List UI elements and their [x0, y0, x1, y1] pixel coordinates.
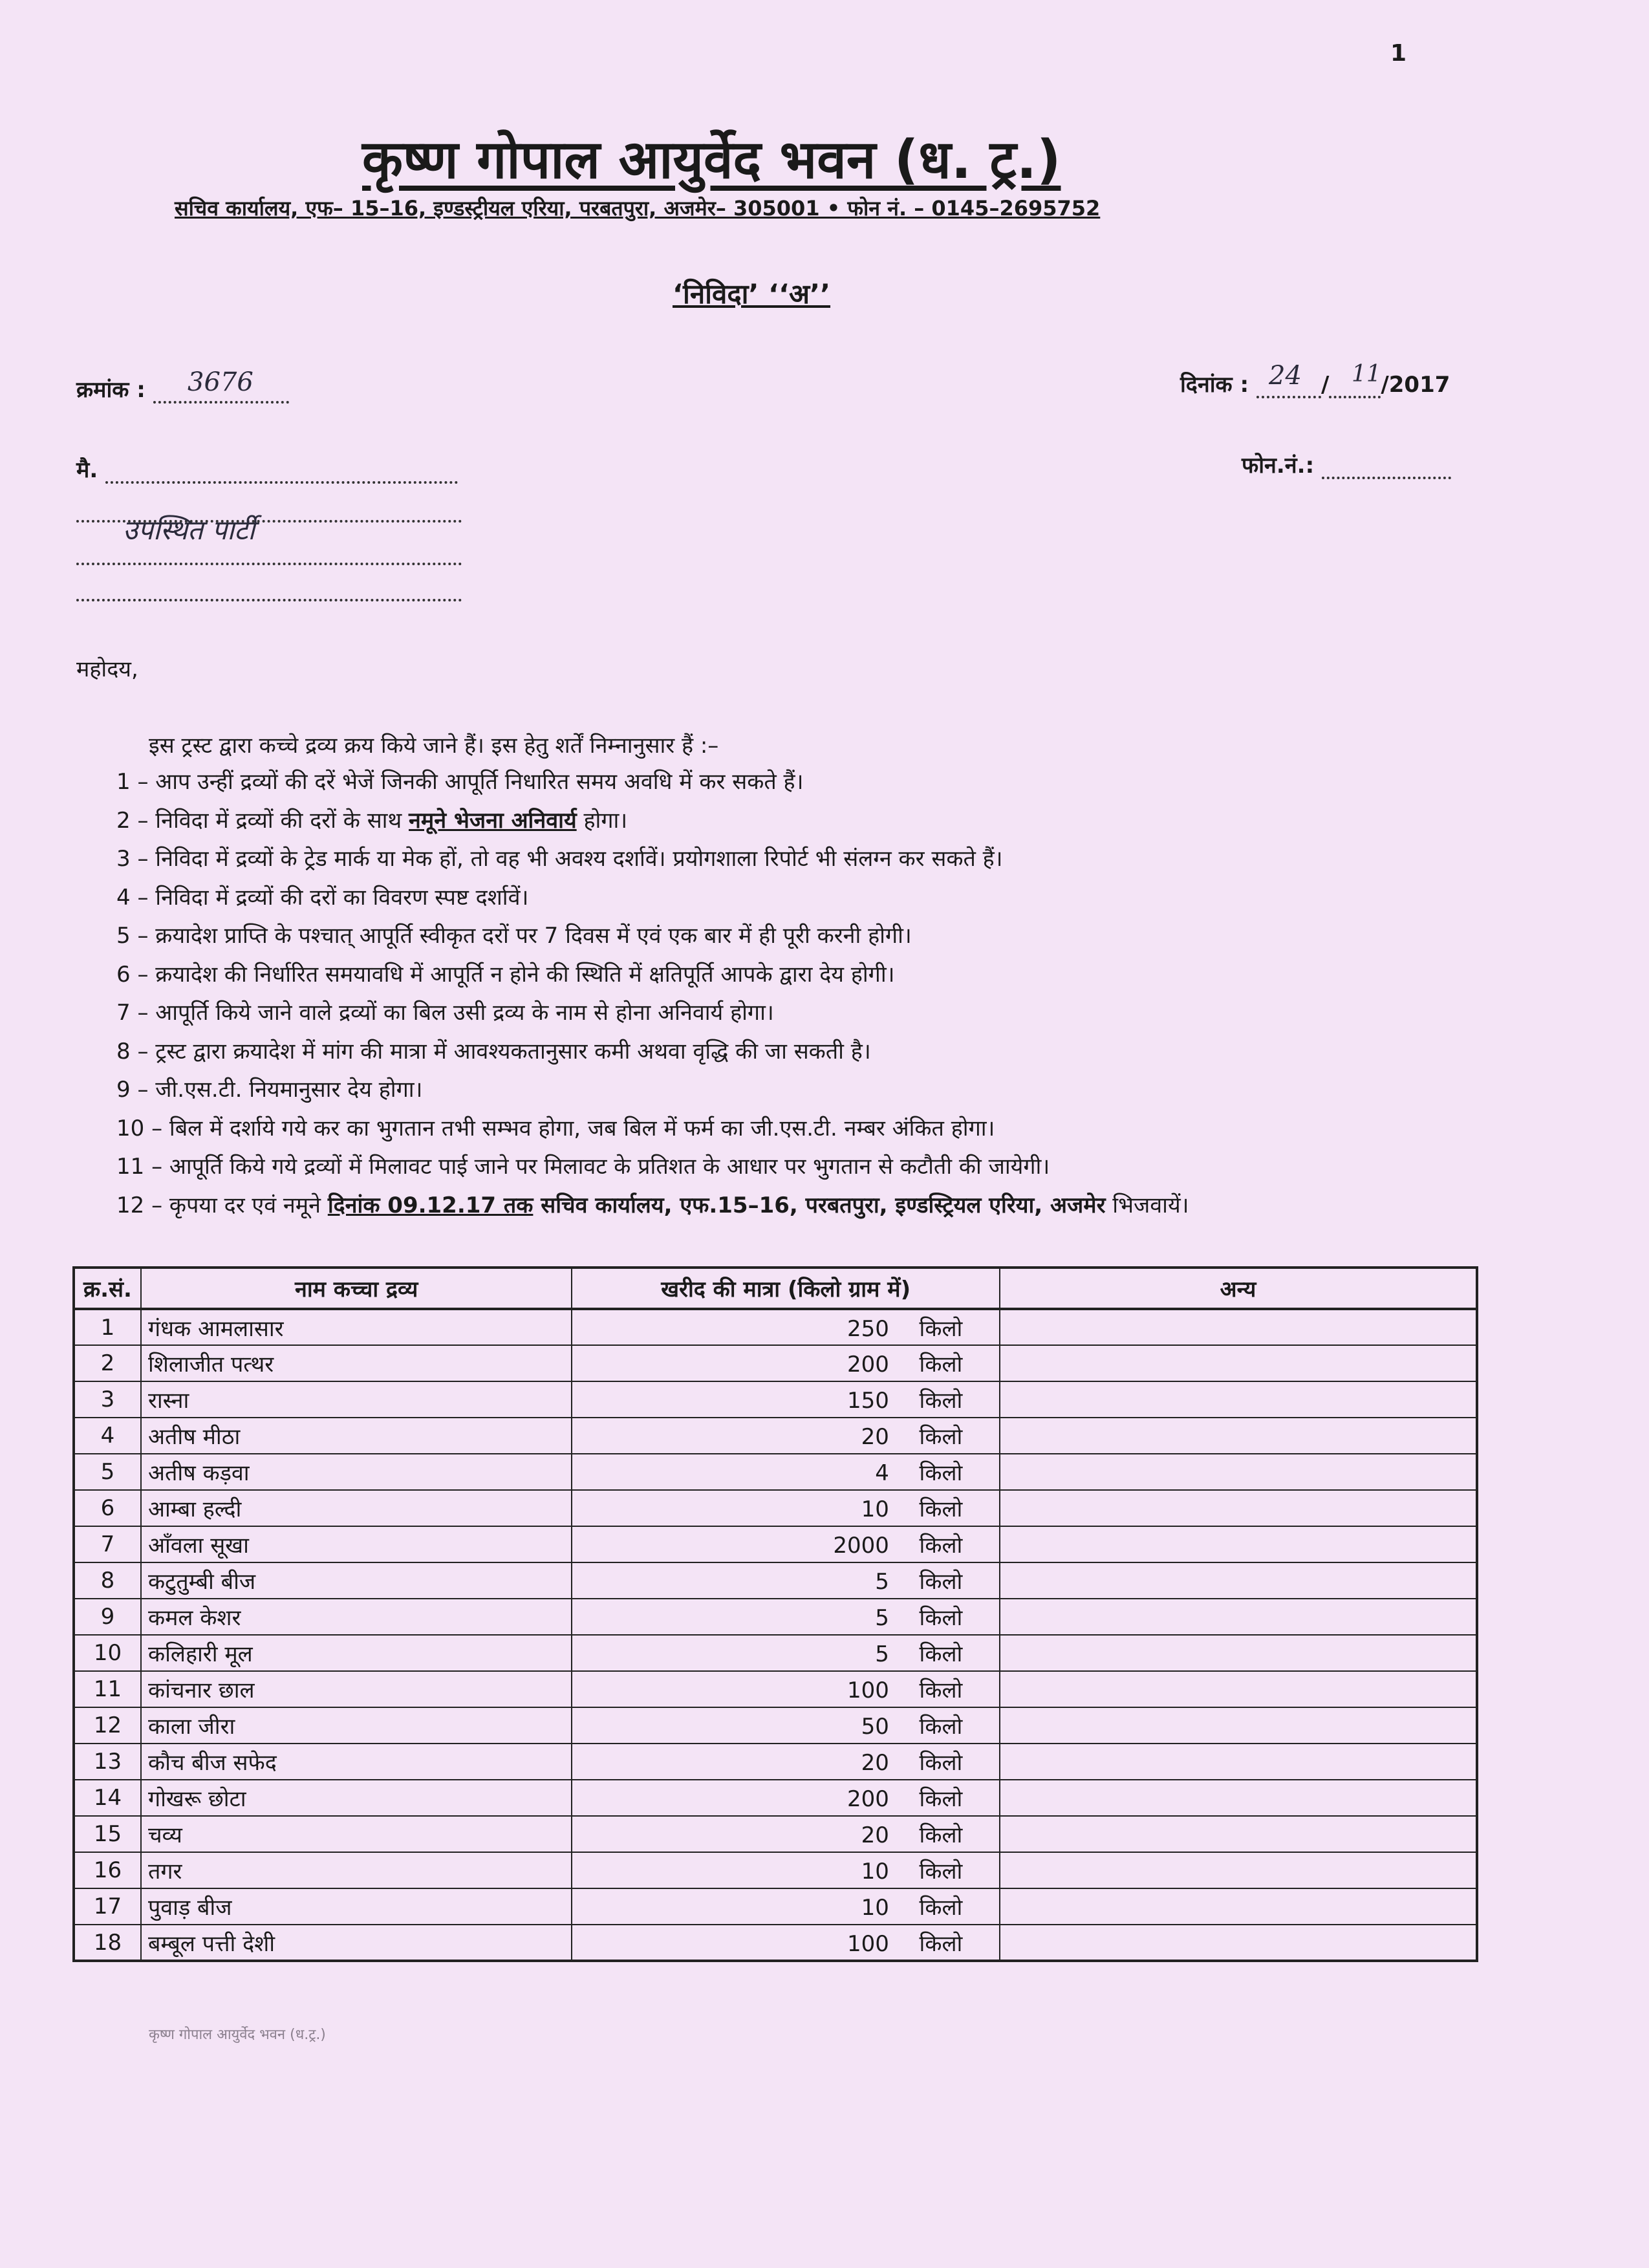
condition-number: 1 –	[116, 769, 149, 795]
row-item-name: आँवला सूखा	[141, 1526, 572, 1562]
date-day-handwritten: 24	[1269, 361, 1302, 391]
row-quantity-unit: किलो	[919, 1424, 963, 1450]
row-quantity-value: 5	[875, 1605, 889, 1631]
row-serial: 17	[74, 1888, 141, 1925]
row-other	[1000, 1599, 1477, 1635]
row-item-name: कौच बीज सफेद	[141, 1744, 572, 1780]
condition-text: आप उन्हीं द्रव्यों की दरें भेजें जिनकी आपूर्ति निधारित समय अवधि में कर सकते हैं।	[155, 769, 804, 795]
row-item-name: शिलाजीत पत्थर	[141, 1345, 572, 1381]
conditions-list	[116, 763, 1474, 1225]
row-quantity	[572, 1562, 999, 1599]
condition-item	[116, 1187, 1474, 1226]
condition-text-post2: सचिव कार्यालय, एफ.15–16, परबतपुरा, इण्डस्ट्रियल एरिया, अजमेर	[533, 1192, 1106, 1218]
table-row	[74, 1562, 1477, 1599]
header-serial: क्र.सं.	[74, 1268, 141, 1309]
row-other	[1000, 1816, 1477, 1852]
row-quantity-value: 250	[847, 1315, 889, 1342]
table-row	[74, 1888, 1477, 1925]
row-other	[1000, 1744, 1477, 1780]
organization-title: कृष्ण गोपाल आयुर्वेद भवन (ध. ट्र.)	[362, 129, 1061, 191]
row-quantity-value: 10	[861, 1496, 889, 1522]
row-other	[1000, 1780, 1477, 1816]
row-quantity	[572, 1888, 999, 1925]
condition-text: बिल में दर्शाये गये कर का भुगतान तभी सम्भव होगा, जब बिल में फर्म का जी.एस.टी. नम्बर अंकित होगा।	[169, 1115, 995, 1141]
row-quantity-value: 100	[847, 1930, 889, 1957]
row-item-name: अतीष मीठा	[141, 1418, 572, 1454]
serial-field	[76, 374, 289, 404]
row-quantity	[572, 1744, 999, 1780]
row-quantity	[572, 1526, 999, 1562]
row-quantity-value: 200	[847, 1352, 889, 1377]
row-serial: 6	[74, 1490, 141, 1526]
condition-text-post: होगा।	[576, 807, 628, 834]
address-line-2	[76, 560, 462, 565]
table-header-row	[74, 1268, 1477, 1309]
row-quantity	[572, 1707, 999, 1744]
condition-text: निविदा में द्रव्यों के ट्रेड मार्क या मेक हों, तो वह भी अवश्य दर्शावें। प्रयोगशाला रिपोर्ट भी संलग्न कर सकते हैं।	[155, 846, 1003, 872]
row-quantity-value: 5	[875, 1569, 889, 1595]
row-quantity	[572, 1852, 999, 1888]
row-other	[1000, 1635, 1477, 1671]
header-other: अन्य	[1000, 1268, 1477, 1309]
row-quantity-unit: किलो	[919, 1533, 963, 1559]
table-row	[74, 1816, 1477, 1852]
date-field: दिनांक : / /2017	[1180, 372, 1450, 398]
condition-number: 4 –	[116, 884, 149, 911]
row-quantity-unit: किलो	[919, 1714, 963, 1740]
table-row	[74, 1744, 1477, 1780]
condition-text: ट्रस्ट द्वारा क्रयादेश में मांग की मात्रा में आवश्यकतानुसार कमी अथवा वृद्धि की जा सकती है।	[155, 1038, 871, 1064]
row-other	[1000, 1381, 1477, 1418]
row-other	[1000, 1707, 1477, 1744]
row-item-name: कमल केशर	[141, 1599, 572, 1635]
row-quantity-unit: किलो	[919, 1352, 963, 1377]
row-quantity	[572, 1816, 999, 1852]
condition-item	[116, 879, 1474, 918]
condition-number: 3 –	[116, 846, 149, 872]
row-quantity-unit: किलो	[919, 1605, 963, 1631]
phone-label: फोन.नं.:	[1242, 453, 1315, 479]
row-serial: 18	[74, 1925, 141, 1961]
row-serial: 12	[74, 1707, 141, 1744]
row-serial: 14	[74, 1780, 141, 1816]
row-item-name: रास्ना	[141, 1381, 572, 1418]
condition-item	[116, 1110, 1474, 1149]
condition-number: 5 –	[116, 923, 149, 949]
phone-dotted-line	[1322, 453, 1451, 479]
row-quantity-value: 2000	[833, 1533, 889, 1559]
table-row	[74, 1454, 1477, 1490]
row-quantity-value: 5	[875, 1641, 889, 1667]
row-other	[1000, 1671, 1477, 1707]
intro-text: इस ट्रस्ट द्वारा कच्चे द्रव्य क्रय किये जाने हैं। इस हेतु शर्तें निम्नानुसार हैं :–	[149, 733, 719, 759]
row-serial: 3	[74, 1381, 141, 1418]
row-item-name: आम्बा हल्दी	[141, 1490, 572, 1526]
condition-number: 6 –	[116, 961, 149, 988]
row-item-name: कलिहारी मूल	[141, 1635, 572, 1671]
table-row	[74, 1925, 1477, 1961]
row-other	[1000, 1418, 1477, 1454]
row-item-name: कटुतुम्बी बीज	[141, 1562, 572, 1599]
row-quantity-value: 20	[861, 1822, 889, 1848]
table-row	[74, 1490, 1477, 1526]
row-item-name: गोखरू छोटा	[141, 1780, 572, 1816]
serial-label: क्रमांक :	[76, 377, 146, 403]
table-row	[74, 1381, 1477, 1418]
row-serial: 9	[74, 1599, 141, 1635]
table-row	[74, 1852, 1477, 1888]
recipient-dotted-line	[105, 458, 458, 484]
table-row	[74, 1599, 1477, 1635]
row-item-name: तगर	[141, 1852, 572, 1888]
condition-text-pre: कृपया दर एवं नमूने	[169, 1192, 328, 1218]
row-quantity-value: 4	[875, 1460, 889, 1486]
condition-text: आपूर्ति किये गये द्रव्यों में मिलावट पाई जाने पर मिलावट के प्रतिशत के आधार पर भुगतान से कटौती की जायेगी।	[169, 1154, 1050, 1180]
condition-item	[116, 840, 1474, 879]
row-item-name: गंधक आमलासार	[141, 1309, 572, 1345]
condition-number: 10 –	[116, 1115, 163, 1141]
page-number: 1	[1390, 40, 1407, 67]
row-serial: 4	[74, 1418, 141, 1454]
condition-number: 11 –	[116, 1154, 163, 1180]
row-serial: 1	[74, 1309, 141, 1345]
items-table	[72, 1266, 1478, 1962]
row-item-name: चव्य	[141, 1816, 572, 1852]
row-serial: 11	[74, 1671, 141, 1707]
row-quantity	[572, 1635, 999, 1671]
condition-text: निविदा में द्रव्यों की दरों का विवरण स्पष्ट दर्शावें।	[155, 884, 529, 911]
recipient-label: मै.	[76, 457, 98, 483]
table-row	[74, 1526, 1477, 1562]
row-quantity-unit: किलो	[919, 1930, 963, 1957]
condition-number: 7 –	[116, 1000, 149, 1026]
row-other	[1000, 1562, 1477, 1599]
condition-text: जी.एस.टी. नियमानुसार देय होगा।	[155, 1077, 423, 1103]
header-name: नाम कच्चा द्रव्य	[141, 1268, 572, 1309]
row-other	[1000, 1309, 1477, 1345]
row-quantity-value: 10	[861, 1859, 889, 1885]
row-quantity	[572, 1418, 999, 1454]
condition-item	[116, 1148, 1474, 1187]
date-year: /2017	[1381, 372, 1450, 398]
row-quantity-unit: किलो	[919, 1822, 963, 1848]
date-month-handwritten: 11	[1352, 361, 1381, 387]
row-item-name: काला जीरा	[141, 1707, 572, 1744]
table-row	[74, 1418, 1477, 1454]
office-address: सचिव कार्यालय, एफ– 15–16, इण्डस्ट्रीयल एरिया, परबतपुरा, अजमेर– 305001 • फोन नं. – 0145–2695752	[175, 196, 1101, 221]
condition-number: 2 –	[116, 807, 149, 834]
condition-item	[116, 763, 1474, 802]
condition-number: 9 –	[116, 1077, 149, 1103]
address-line-3	[76, 596, 462, 601]
date-label: दिनांक :	[1180, 372, 1249, 398]
row-serial: 15	[74, 1816, 141, 1852]
header-quantity: खरीद की मात्रा (किलो ग्राम में)	[572, 1268, 999, 1309]
row-serial: 5	[74, 1454, 141, 1490]
row-item-name: कांचनार छाल	[141, 1671, 572, 1707]
row-quantity-unit: किलो	[919, 1678, 963, 1703]
salutation: महोदय,	[76, 656, 138, 682]
table-row	[74, 1780, 1477, 1816]
condition-item	[116, 1071, 1474, 1110]
row-quantity-value: 50	[861, 1714, 889, 1740]
row-quantity	[572, 1454, 999, 1490]
table-row	[74, 1707, 1477, 1744]
row-quantity	[572, 1780, 999, 1816]
condition-item	[116, 917, 1474, 956]
row-quantity	[572, 1925, 999, 1961]
row-serial: 16	[74, 1852, 141, 1888]
condition-text: क्रयादेश प्राप्ति के पश्चात् आपूर्ति स्वीकृत दरों पर 7 दिवस में एवं एक बार में ही पूरी करनी होगी।	[155, 923, 912, 949]
footer-stamp: कृष्ण गोपाल आयुर्वेद भवन (ध.ट्र.)	[149, 2027, 326, 2043]
condition-text-pre: निविदा में द्रव्यों की दरों के साथ	[155, 807, 409, 834]
row-quantity-unit: किलो	[919, 1750, 963, 1776]
table-row	[74, 1345, 1477, 1381]
row-quantity	[572, 1671, 999, 1707]
row-quantity-value: 150	[847, 1388, 889, 1414]
condition-text-em: दिनांक 09.12.17 तक	[327, 1192, 534, 1218]
row-quantity-value: 200	[847, 1786, 889, 1812]
row-item-name: पुवाड़ बीज	[141, 1888, 572, 1925]
row-quantity-unit: किलो	[919, 1388, 963, 1414]
row-serial: 2	[74, 1345, 141, 1381]
row-other	[1000, 1526, 1477, 1562]
condition-number: 12 –	[116, 1192, 163, 1218]
condition-text: क्रयादेश की निर्धारित समयावधि में आपूर्ति न होने की स्थिति में क्षतिपूर्ति आपके द्वारा देय होगी।	[155, 961, 895, 988]
row-quantity-unit: किलो	[919, 1641, 963, 1667]
row-quantity-unit: किलो	[919, 1315, 963, 1342]
row-serial: 13	[74, 1744, 141, 1780]
row-quantity-value: 20	[861, 1750, 889, 1776]
condition-text-em: नमूने भेजना अनिवार्य	[409, 807, 577, 834]
row-quantity-unit: किलो	[919, 1569, 963, 1595]
row-quantity-value: 100	[847, 1678, 889, 1703]
phone-field	[1242, 449, 1451, 479]
condition-text-post: भिजवायें।	[1105, 1192, 1189, 1218]
condition-number: 8 –	[116, 1038, 149, 1064]
row-quantity	[572, 1490, 999, 1526]
condition-item	[116, 994, 1474, 1033]
row-serial: 7	[74, 1526, 141, 1562]
row-other	[1000, 1925, 1477, 1961]
row-quantity-unit: किलो	[919, 1460, 963, 1486]
recipient-handwritten: उपस्थित पार्टी	[123, 514, 255, 546]
row-other	[1000, 1490, 1477, 1526]
row-serial: 8	[74, 1562, 141, 1599]
row-quantity	[572, 1381, 999, 1418]
row-other	[1000, 1345, 1477, 1381]
row-quantity-unit: किलो	[919, 1496, 963, 1522]
row-serial: 10	[74, 1635, 141, 1671]
condition-text: आपूर्ति किये जाने वाले द्रव्यों का बिल उसी द्रव्य के नाम से होना अनिवार्य होगा।	[155, 1000, 774, 1026]
condition-item	[116, 956, 1474, 995]
row-quantity-unit: किलो	[919, 1786, 963, 1812]
row-item-name: अतीष कड़वा	[141, 1454, 572, 1490]
table-row	[74, 1309, 1477, 1345]
tender-subtitle: ‘निविदा’ ‘‘अ’’	[673, 278, 831, 310]
row-other	[1000, 1454, 1477, 1490]
table-row	[74, 1671, 1477, 1707]
row-quantity	[572, 1309, 999, 1345]
row-quantity	[572, 1599, 999, 1635]
row-quantity-unit: किलो	[919, 1895, 963, 1921]
row-other	[1000, 1852, 1477, 1888]
serial-handwritten-value: 3676	[188, 367, 253, 397]
table-row	[74, 1635, 1477, 1671]
row-quantity	[572, 1345, 999, 1381]
row-other	[1000, 1888, 1477, 1925]
recipient-field	[76, 454, 458, 484]
row-quantity-unit: किलो	[919, 1859, 963, 1885]
row-item-name: बम्बूल पत्ती देशी	[141, 1925, 572, 1961]
row-quantity-value: 10	[861, 1895, 889, 1921]
condition-item	[116, 1033, 1474, 1072]
row-quantity-value: 20	[861, 1424, 889, 1450]
condition-item	[116, 802, 1474, 841]
